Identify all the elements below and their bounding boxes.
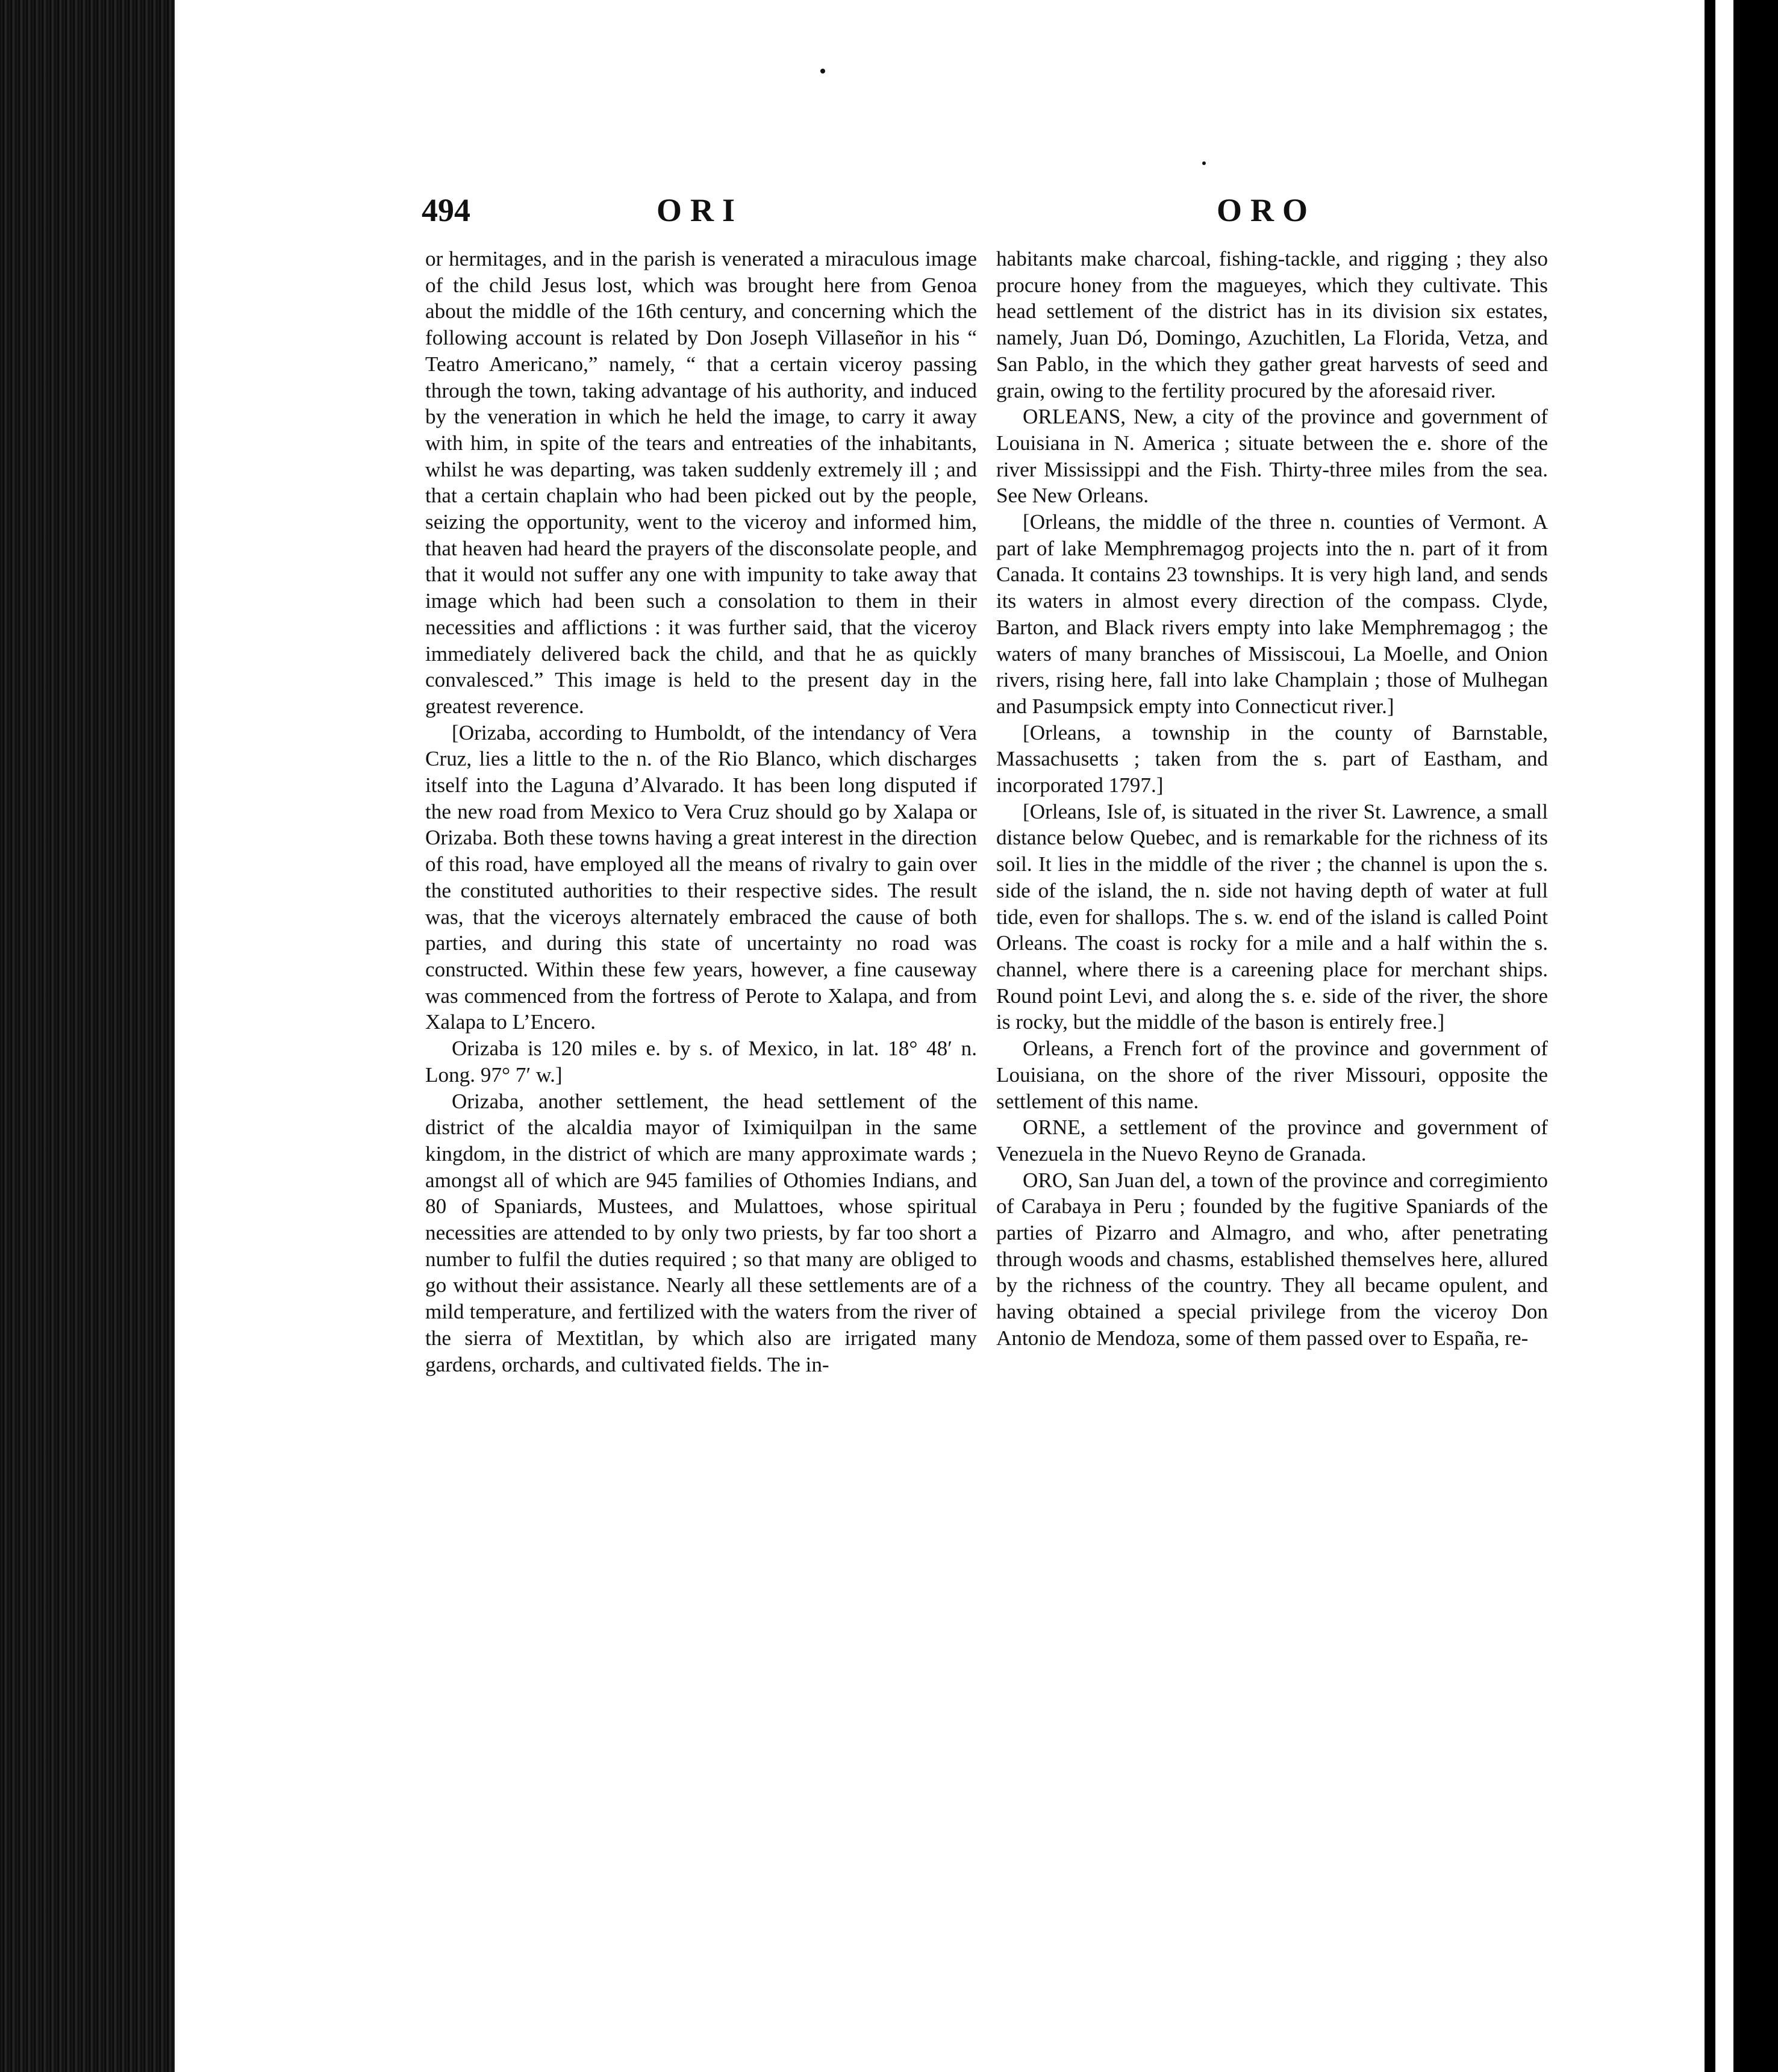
page-number: 494 [422, 192, 470, 228]
paragraph: Orleans, a French fort of the province and government of Louisiana, on the shore of the river Missouri, opposite the settlement of this name. [996, 1037, 1548, 1113]
paragraph: ORO, San Juan del, a town of the province and corregimiento of Carabaya in Peru ; founded by the fugitive Spaniards of the parties of Pizarro and Almagro, and who, after penetrating through woods and chasms, established themselves here, allured by the richness of the country. They all became opulent, and having obtained a special privilege from the viceroy Don Antonio de Mendoza, some of them passed over to España, re- [996, 1168, 1548, 1350]
paragraph: ORNE, a settlement of the province and government of Venezuela in the Nuevo Reyno de Granada. [996, 1116, 1548, 1166]
text-column-right [996, 246, 1548, 1352]
running-head-right: ORO [1217, 192, 1317, 228]
scan-border-right [1705, 0, 1778, 2072]
paragraph: [Orizaba, according to Humboldt, of the intendancy of Vera Cruz, lies a little to the n. of the Rio Blanco, which discharges itself into the Laguna d’Alvarado. It has been long disputed if the new road from Mexico to Vera Cruz should go by Xalapa or Orizaba. Both these towns having a great interest in the direction of this road, have employed all the means of rivalry to gain over the constituted authorities to their respective sides. The result was, that the viceroys alternately embraced the cause of both parties, and during this state of uncertainty no road was constructed. Within these few years, however, a fine causeway was commenced from the fortress of Perote to Xalapa, and from Xalapa to L’Encero. [425, 720, 977, 1034]
running-head-left: ORI [657, 192, 744, 228]
paragraph: Orizaba is 120 miles e. by s. of Mexico, in lat. 18° 48′ n. Long. 97° 7′ w.] [425, 1037, 977, 1087]
paragraph: or hermitages, and in the parish is venerated a miraculous image of the child Jesus lost, which was brought here from Genoa about the middle of the 16th century, and concerning which the following account is related by Don Joseph Villaseñor in his “ Teatro Americano,” namely, “ that a certain viceroy passing through the town, taking advantage of his authority, and induced by the veneration in which he held the image, to carry it away with him, in spite of the tears and entreaties of the inhabitants, whilst he was departing, was taken suddenly extremely ill ; and that a certain chaplain who had been picked out by the people, seizing the opportunity, went to the viceroy and informed him, that heaven had heard the prayers of the disconsolate people, and that it would not suffer any one with impunity to take away that image which had been such a consolation to them in their necessities and afflictions : it was further said, that the viceroy immediately delivered back the child, and that he as quickly convalesced.” This image is held to the present day in the greatest reverence. [425, 247, 977, 718]
paragraph: [Orleans, a township in the county of Barnstable, Massachusetts ; taken from the s. part of Eastham, and incorporated 1797.] [996, 720, 1548, 797]
paragraph: habitants make charcoal, fishing-tackle, and rigging ; they also procure honey from the magueyes, which they cultivate. This head settlement of the district has in its division six estates, namely, Juan Dó, Domingo, Azuchitlen, La Florida, Vetza, and San Pablo, in the which they gather great harvests of seed and grain, owing to the fertility procured by the aforesaid river. [996, 247, 1548, 402]
paragraph: [Orleans, Isle of, is situated in the river St. Lawrence, a small distance below Quebec, and is remarkable for the richness of its soil. It lies in the middle of the river ; the channel is upon the s. side of the island, the n. side not having depth of water at full tide, even for shallops. The s. w. end of the island is called Point Orleans. The coast is rocky for a mile and a half within the s. channel, where there is a careening place for merchant ships. Round point Levi, and along the s. e. side of the river, the shore is rocky, but the middle of the bason is entirely free.] [996, 799, 1548, 1034]
scan-speck [1202, 161, 1206, 165]
paragraph: Orizaba, another settlement, the head settlement of the district of the alcaldia mayor of Iximiquilpan in the same kingdom, in the district of which are many approximate wards ; amongst all of which are 945 families of Othomies Indians, and 80 of Spaniards, Mustees, and Mulattoes, whose spiritual necessities are attended to by only two priests, by far too short a number to fulfil the duties required ; so that many are obliged to go without their assistance. Nearly all these settlements are of a mild temperature, and fertilized with the waters from the river of the sierra of Mextitlan, by which also are irrigated many gardens, orchards, and cultivated fields. The in- [425, 1089, 977, 1376]
scan-speck [820, 69, 825, 73]
book-binding-edge [0, 0, 181, 2072]
paragraph: [Orleans, the middle of the three n. counties of Vermont. A part of lake Memphremagog projects into the n. part of it from Canada. It contains 23 townships. It is very high land, and sends its waters in almost every direction of the compass. Clyde, Barton, and Black rivers empty into lake Memphremagog ; the waters of many branches of Missiscoui, La Moelle, and Onion rivers, rising here, fall into lake Champlain ; those of Mulhegan and Pasumpsick empty into Connecticut river.] [996, 510, 1548, 718]
paragraph: ORLEANS, New, a city of the province and government of Louisiana in N. America ; situate between the e. shore of the river Mississippi and the Fish. Thirty-three miles from the sea. See New Orleans. [996, 405, 1548, 508]
text-column-left [425, 246, 977, 1378]
